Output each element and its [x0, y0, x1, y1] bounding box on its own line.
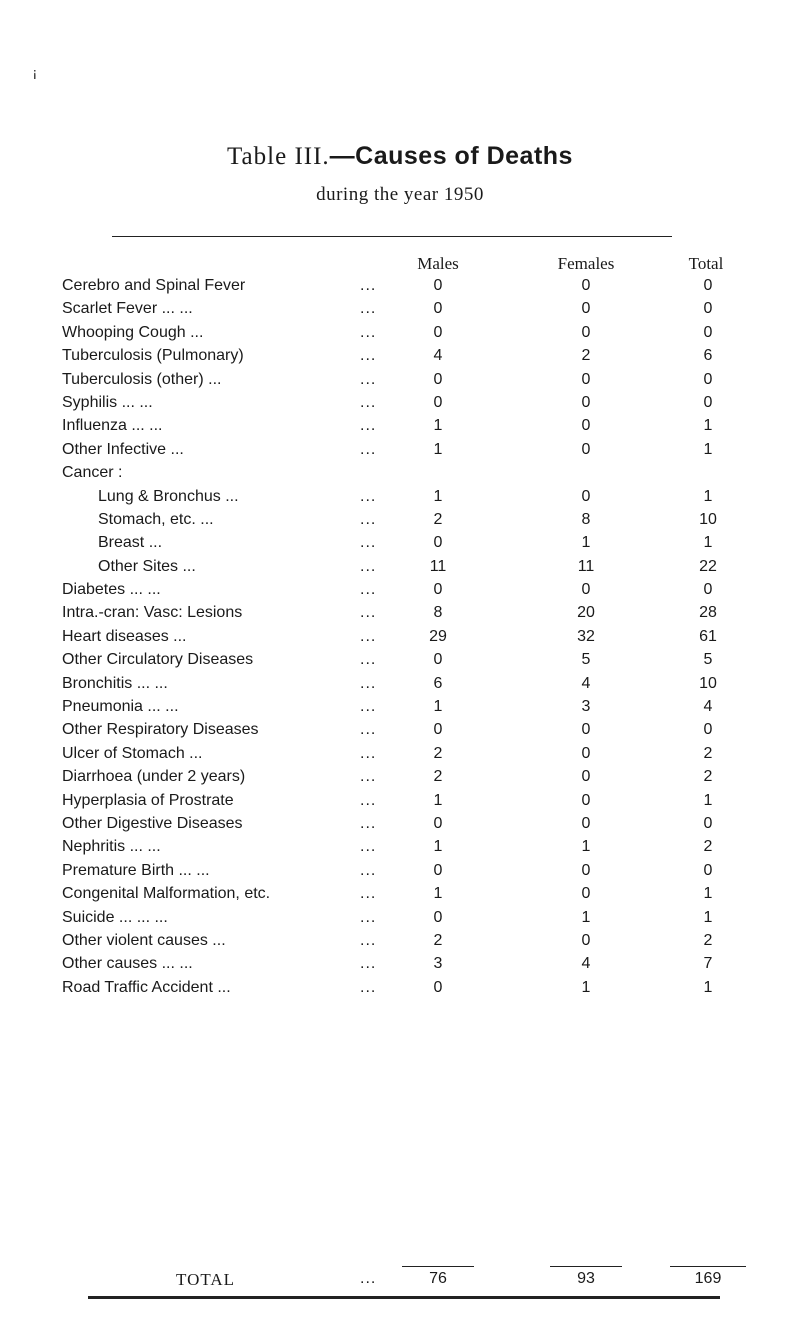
row-females: 8: [581, 510, 591, 528]
row-females: 0: [581, 861, 591, 879]
row-males: 8: [433, 604, 443, 622]
row-males: 0: [433, 861, 443, 879]
row-females: 0: [581, 721, 591, 739]
row-label: Cerebro and Spinal Fever: [62, 277, 246, 294]
row-leader: ...: [360, 861, 377, 879]
row-males: 1: [433, 440, 443, 458]
row-males: 0: [433, 908, 443, 926]
table-number: Table III.: [227, 143, 330, 170]
row-total: 0: [703, 393, 713, 411]
row-label: Other Sites ...: [98, 557, 196, 575]
row-females: 0: [581, 768, 591, 786]
row-label: Suicide ... ... ...: [62, 908, 168, 926]
row-label: Other Infective ...: [62, 440, 184, 458]
row-females: 0: [581, 393, 591, 411]
row-total: 7: [703, 955, 713, 973]
row-label: Bronchitis ... ...: [62, 674, 168, 692]
sum-rule-total: [670, 1266, 746, 1267]
row-males: 0: [433, 300, 443, 318]
table-row: [0, 414, 800, 437]
row-total: 1: [703, 534, 713, 552]
row-leader: ...: [360, 323, 377, 341]
table-body: [0, 274, 800, 999]
table-row: [0, 368, 800, 391]
row-females: 0: [581, 581, 591, 599]
row-females: 20: [577, 604, 595, 622]
total-leader: ...: [360, 1270, 377, 1287]
row-leader: ...: [360, 417, 377, 435]
row-total: 10: [699, 674, 717, 692]
row-label: Diabetes ... ...: [62, 581, 161, 599]
table-row: [0, 648, 800, 671]
row-total: 1: [703, 978, 713, 996]
row-females: 0: [581, 931, 591, 949]
row-females: 1: [581, 534, 591, 552]
row-total: 0: [703, 370, 713, 388]
row-females: 0: [581, 300, 591, 318]
row-males: 1: [433, 417, 443, 435]
row-females: 0: [581, 487, 591, 505]
row-females: 0: [581, 323, 591, 341]
row-label: Road Traffic Accident ...: [62, 978, 231, 996]
header-females: Females: [557, 254, 615, 273]
row-leader: ...: [360, 885, 377, 903]
table-row: [0, 952, 800, 975]
row-males: 0: [433, 721, 443, 739]
table-row: [0, 859, 800, 882]
row-males: 0: [433, 534, 443, 552]
total-total: 169: [694, 1270, 722, 1287]
row-leader: ...: [360, 370, 377, 388]
table-row: [0, 344, 800, 367]
total-males: 76: [429, 1270, 447, 1287]
row-label: Diarrhoea (under 2 years): [62, 768, 246, 786]
row-leader: ...: [360, 674, 377, 692]
row-leader: ...: [360, 510, 377, 528]
row-females: 0: [581, 277, 591, 294]
row-males: 4: [433, 347, 443, 365]
row-leader: ...: [360, 744, 377, 762]
table-row: [0, 929, 800, 952]
table-row: [0, 555, 800, 578]
table-row: [0, 531, 800, 554]
row-total: 1: [703, 791, 713, 809]
row-label: Hyperplasia of Prostrate: [62, 791, 234, 809]
row-label: Other causes ... ...: [62, 955, 193, 973]
row-males: 2: [433, 510, 443, 528]
row-males: 0: [433, 814, 443, 832]
table-row: [0, 835, 800, 858]
row-females: 1: [581, 838, 591, 856]
top-rule: [112, 236, 672, 237]
row-males: 1: [433, 885, 443, 903]
row-total: 0: [703, 861, 713, 879]
row-males: 0: [433, 651, 443, 669]
row-males: 0: [433, 581, 443, 599]
table-row: [0, 485, 800, 508]
row-total: 28: [699, 604, 717, 622]
table-row: [0, 789, 800, 812]
row-label: Breast ...: [98, 534, 163, 552]
row-males: 2: [433, 768, 443, 786]
row-total: 0: [703, 814, 713, 832]
table-row: [0, 321, 800, 344]
row-leader: ...: [360, 955, 377, 973]
row-females: 0: [581, 440, 591, 458]
table-row: [0, 578, 800, 601]
row-females: 3: [581, 698, 591, 716]
row-total: 10: [699, 510, 717, 528]
table-row: [0, 391, 800, 414]
row-total: 0: [703, 581, 713, 599]
row-total: 4: [703, 698, 713, 716]
causes-of-death-table: [0, 248, 800, 999]
row-leader: ...: [360, 651, 377, 669]
row-label: Premature Birth ... ...: [62, 861, 210, 879]
sum-rule-males: [402, 1266, 474, 1267]
row-females: 0: [581, 370, 591, 388]
total-row: [0, 1270, 800, 1294]
sum-rule-females: [550, 1266, 622, 1267]
row-leader: ...: [360, 300, 377, 318]
row-label: Nephritis ... ...: [62, 838, 161, 856]
row-label: Ulcer of Stomach ...: [62, 744, 203, 762]
row-total: 1: [703, 440, 713, 458]
row-males: 0: [433, 277, 443, 294]
row-total: 22: [699, 557, 717, 575]
row-total: 1: [703, 908, 713, 926]
row-label: Heart diseases ...: [62, 627, 187, 645]
row-total: 0: [703, 323, 713, 341]
row-label: Tuberculosis (Pulmonary): [62, 347, 244, 365]
row-label: Intra.-cran: Vasc: Lesions: [62, 604, 243, 622]
corner-mark: ꜟ: [32, 60, 38, 85]
table-row: [0, 742, 800, 765]
table-row: [0, 976, 800, 999]
column-headers: [0, 248, 800, 274]
row-total: 2: [703, 744, 713, 762]
table-row: [0, 718, 800, 741]
row-label: Lung & Bronchus ...: [98, 487, 239, 505]
row-males: 2: [433, 931, 443, 949]
row-label: Cancer :: [62, 464, 123, 482]
row-males: 1: [433, 487, 443, 505]
row-leader: ...: [360, 393, 377, 411]
table-row: [0, 508, 800, 531]
row-males: 11: [429, 557, 447, 575]
row-leader: ...: [360, 768, 377, 786]
table-title-text: —Causes of Deaths: [329, 142, 573, 170]
row-total: 61: [699, 627, 717, 645]
row-leader: ...: [360, 487, 377, 505]
row-leader: ...: [360, 557, 377, 575]
row-total: 1: [703, 417, 713, 435]
row-label: Influenza ... ...: [62, 417, 163, 435]
table-row: [0, 906, 800, 929]
row-males: 1: [433, 698, 443, 716]
header-total: Total: [688, 254, 724, 273]
row-label: Tuberculosis (other) ...: [62, 370, 222, 388]
table-row: [0, 695, 800, 718]
row-total: 0: [703, 277, 713, 294]
row-label: Congenital Malformation, etc.: [62, 885, 271, 903]
row-females: 0: [581, 744, 591, 762]
row-leader: ...: [360, 581, 377, 599]
row-leader: ...: [360, 791, 377, 809]
row-leader: ...: [360, 627, 377, 645]
row-females: 0: [581, 885, 591, 903]
header-males: Males: [417, 254, 459, 273]
row-label: Pneumonia ... ...: [62, 698, 179, 716]
row-label: Whooping Cough ...: [62, 323, 204, 341]
row-label: Other Circulatory Diseases: [62, 651, 254, 669]
row-leader: ...: [360, 908, 377, 926]
row-females: 1: [581, 978, 591, 996]
row-total: 2: [703, 931, 713, 949]
row-leader: ...: [360, 814, 377, 832]
row-males: 3: [433, 955, 443, 973]
row-females: 1: [581, 908, 591, 926]
table-row: [0, 625, 800, 648]
row-leader: ...: [360, 534, 377, 552]
total-females: 93: [577, 1270, 595, 1287]
table-row: [0, 461, 800, 484]
row-females: 4: [581, 674, 591, 692]
row-males: 29: [429, 627, 447, 645]
bottom-rule: [88, 1296, 720, 1299]
row-leader: ...: [360, 698, 377, 716]
row-label: Other violent causes ...: [62, 931, 226, 949]
row-leader: ...: [360, 721, 377, 739]
row-leader: ...: [360, 931, 377, 949]
row-females: 2: [581, 347, 591, 365]
row-leader: ...: [360, 604, 377, 622]
row-males: 0: [433, 370, 443, 388]
table-row: [0, 438, 800, 461]
row-males: 6: [433, 674, 443, 692]
table-title: [0, 142, 800, 171]
table-row: [0, 672, 800, 695]
row-label: Other Digestive Diseases: [62, 814, 243, 832]
row-males: 0: [433, 978, 443, 996]
table-row: [0, 297, 800, 320]
row-label: Stomach, etc. ...: [98, 510, 214, 528]
row-total: 6: [703, 347, 713, 365]
table-row: [0, 882, 800, 905]
table-subtitle: during the year 1950: [316, 184, 484, 205]
row-label: Syphilis ... ...: [62, 393, 153, 411]
row-total: 1: [703, 487, 713, 505]
table-row: [0, 812, 800, 835]
row-total: 0: [703, 300, 713, 318]
row-males: 0: [433, 323, 443, 341]
row-leader: ...: [360, 440, 377, 458]
row-males: 2: [433, 744, 443, 762]
row-males: 1: [433, 791, 443, 809]
row-females: 5: [581, 651, 591, 669]
table-row: [0, 601, 800, 624]
row-females: 32: [577, 627, 595, 645]
row-total: 5: [703, 651, 713, 669]
row-females: 11: [577, 557, 595, 575]
total-label: TOTAL: [176, 1270, 236, 1289]
table-row: [0, 765, 800, 788]
row-males: 1: [433, 838, 443, 856]
row-total: 2: [703, 838, 713, 856]
row-females: 4: [581, 955, 591, 973]
table-row: [0, 274, 800, 297]
row-males: 0: [433, 393, 443, 411]
row-label: Scarlet Fever ... ...: [62, 300, 193, 318]
row-total: 0: [703, 721, 713, 739]
row-total: 2: [703, 768, 713, 786]
row-leader: ...: [360, 277, 377, 294]
row-leader: ...: [360, 347, 377, 365]
row-leader: ...: [360, 978, 377, 996]
row-females: 0: [581, 814, 591, 832]
row-females: 0: [581, 417, 591, 435]
row-females: 0: [581, 791, 591, 809]
row-label: Other Respiratory Diseases: [62, 721, 259, 739]
row-total: 1: [703, 885, 713, 903]
row-leader: ...: [360, 838, 377, 856]
